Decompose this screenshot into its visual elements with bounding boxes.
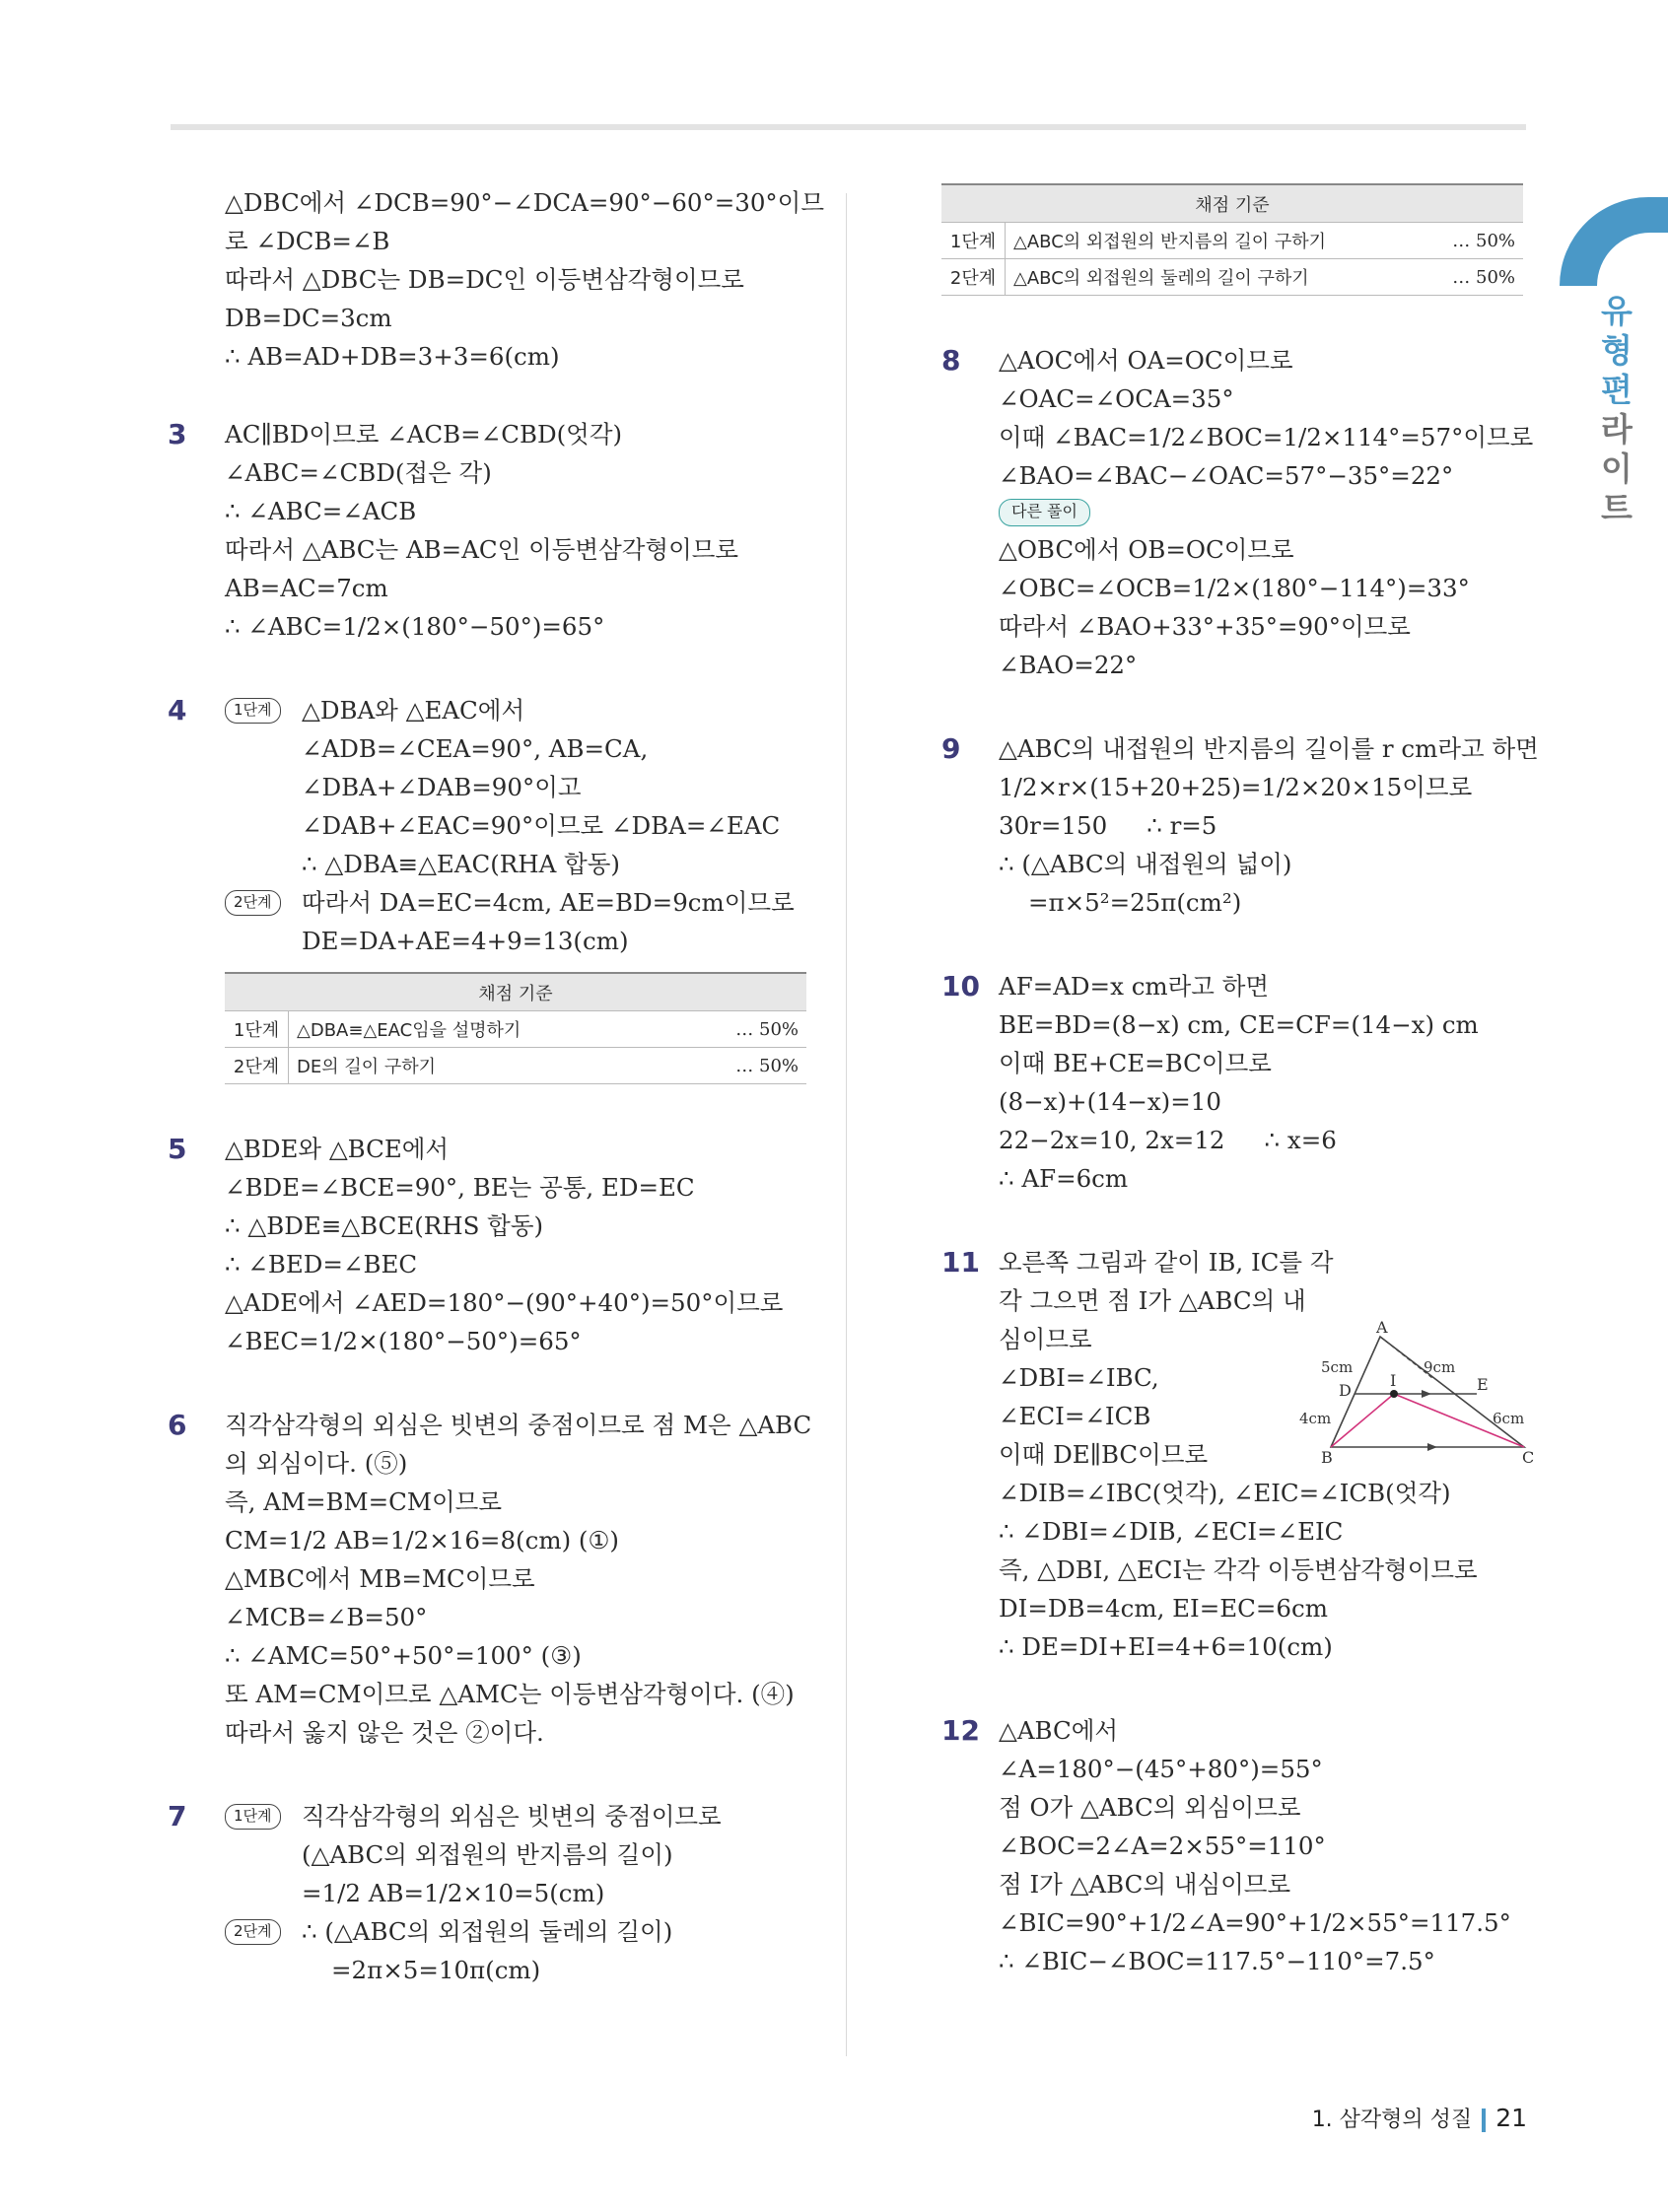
solution-line: ∠BOC=2∠A=2×55°=110° <box>999 1832 1326 1860</box>
solution-line: =1/2 AB=1/2×10=5(cm) <box>302 1879 605 1907</box>
side-tab-char: 라 <box>1601 410 1633 449</box>
problem-continued <box>168 183 825 376</box>
parallel-arrow <box>1422 1390 1431 1398</box>
solution-line: 즉, △DBI, △ECI는 각각 이등변삼각형이므로 <box>999 1555 1478 1584</box>
solution-line: ∠ABC=∠CBD(접은 각) <box>225 458 492 487</box>
length-label: 5cm <box>1321 1358 1354 1376</box>
grading-points: … 50% <box>702 1048 806 1084</box>
problem-number: 4 <box>168 694 187 726</box>
problem-number: 8 <box>941 344 961 377</box>
solution-line: AB=AC=7cm <box>225 574 388 602</box>
solution-line: ∠ADB=∠CEA=90°, AB=CA, <box>302 734 649 763</box>
solution-line <box>225 1912 808 1951</box>
solution-line: 직각삼각형의 외심은 빗변의 중점이므로 점 M은 △ABC <box>225 1411 812 1439</box>
incenter-point <box>1390 1390 1398 1398</box>
side-tab-char: 형 <box>1601 331 1633 370</box>
problem-number: 6 <box>168 1409 187 1441</box>
problem-number: 10 <box>941 970 980 1002</box>
solution-text: 30r=150 <box>999 811 1108 840</box>
grading-step: 1단계 <box>941 223 1006 259</box>
solution-line: DE=DA+AE=4+9=13(cm) <box>302 927 629 955</box>
solution-line: 점 O가 △ABC의 외심이므로 <box>999 1793 1301 1822</box>
solution-line: ∴ △DBA≡△EAC(RHA 합동) <box>302 850 620 878</box>
grading-header: 채점 기준 <box>225 973 806 1011</box>
solution-line: 로 ∠DCB=∠B <box>225 227 390 255</box>
problem-7 <box>168 1797 808 1989</box>
solution-line: 따라서 △ABC는 AB=AC인 이등변삼각형이므로 <box>225 535 739 564</box>
grading-table <box>941 183 1523 296</box>
solution-line: △ABC의 내접원의 반지름의 길이를 r cm라고 하면 <box>999 734 1539 763</box>
solution-text: ∴ r=5 <box>1147 811 1217 840</box>
solution-line: ∠A=180°−(45°+80°)=55° <box>999 1755 1323 1783</box>
parallel-arrow <box>1427 1443 1437 1451</box>
solution-line: 오른쪽 그림과 같이 IB, IC를 각 <box>999 1248 1334 1277</box>
left-column <box>168 183 825 2035</box>
solution-line: ∴ ∠ABC=1/2×(180°−50°)=65° <box>225 612 605 641</box>
problem-12 <box>941 1711 1533 1980</box>
solution-line <box>225 1797 808 1835</box>
grading-step: 2단계 <box>941 259 1006 296</box>
side-tab-char: 유 <box>1601 292 1633 330</box>
length-label: 9cm <box>1424 1358 1456 1376</box>
solution-line: △AOC에서 OA=OC이므로 <box>999 346 1293 375</box>
problem-number: 7 <box>168 1800 187 1832</box>
label-i: I <box>1390 1371 1397 1390</box>
solution-line <box>225 691 808 729</box>
solution-line: ∠BIC=90°+1/2∠A=90°+1/2×55°=117.5° <box>999 1908 1511 1937</box>
solution-line: (△ABC의 외접원의 반지름의 길이) <box>302 1840 673 1869</box>
solution-line: ∠BEC=1/2×(180°−50°)=65° <box>225 1327 582 1355</box>
problem-9 <box>941 729 1539 922</box>
solution-text: △DBA와 △EAC에서 <box>302 696 525 725</box>
solution-line <box>225 883 808 922</box>
solution-text: ∴ x=6 <box>1264 1126 1337 1154</box>
solution-line: DI=DB=4cm, EI=EC=6cm <box>999 1594 1328 1623</box>
solution-line: ∴ △BDE≡△BCE(RHS 합동) <box>225 1211 544 1240</box>
side-tab <box>1560 197 1668 532</box>
solution-line: 따라서 △DBC는 DB=DC인 이등변삼각형이므로 <box>225 265 744 294</box>
problem-number: 5 <box>168 1133 187 1165</box>
solution-line: ∴ DE=DI+EI=4+6=10(cm) <box>999 1632 1333 1661</box>
page-number: 21 <box>1495 2104 1527 2132</box>
chapter-title: 1. 삼각형의 성질 <box>1311 2108 1473 2132</box>
triangle-abc <box>1331 1337 1524 1447</box>
side-tab-arc <box>1560 197 1668 286</box>
grading-criterion: △DBA≡△EAC임을 설명하기 <box>289 1011 703 1048</box>
solution-text: 따라서 DA=EC=4cm, AE=BD=9cm이므로 <box>302 888 795 917</box>
label-d: D <box>1339 1381 1352 1400</box>
solution-line: 이때 ∠BAC=1/2∠BOC=1/2×114°=57°이므로 <box>999 423 1534 451</box>
problem-10 <box>941 967 1533 1198</box>
solution-text: ∴ (△ABC의 외접원의 둘레의 길이) <box>302 1917 673 1946</box>
problem-3 <box>168 415 808 646</box>
grading-criterion: △ABC의 외접원의 둘레의 길이 구하기 <box>1006 259 1420 296</box>
solution-line: BE=BD=(8−x) cm, CE=CF=(14−x) cm <box>999 1010 1479 1039</box>
solution-line: DB=DC=3cm <box>225 304 392 332</box>
step-badge: 2단계 <box>225 1919 281 1945</box>
solution-line: △ABC에서 <box>999 1716 1119 1745</box>
solution-line: ∴ AF=6cm <box>999 1164 1129 1193</box>
top-rule <box>171 124 1526 130</box>
solution-line: △DBC에서 ∠DCB=90°−∠DCA=90°−60°=30°이므 <box>225 188 825 217</box>
table-row <box>941 259 1523 296</box>
problem-5 <box>168 1130 808 1360</box>
solution-line: △BDE와 △BCE에서 <box>225 1135 450 1163</box>
problem-number: 3 <box>168 418 187 450</box>
length-label: 4cm <box>1299 1410 1332 1427</box>
problem-number: 12 <box>941 1714 980 1747</box>
column-divider <box>846 193 847 2056</box>
page-footer <box>1312 2103 1527 2133</box>
grading-criterion: △ABC의 외접원의 반지름의 길이 구하기 <box>1006 223 1420 259</box>
length-label: 6cm <box>1493 1410 1525 1427</box>
solution-line <box>999 1121 1533 1159</box>
solution-line: ∠BDE=∠BCE=90°, BE는 공통, ED=EC <box>225 1173 695 1202</box>
solution-line: 이때 DE∥BC이므로 <box>999 1440 1209 1469</box>
grading-table <box>225 972 806 1084</box>
solution-line: ∠BAO=22° <box>999 651 1138 679</box>
solution-line: ∴ ∠DBI=∠DIB, ∠ECI=∠EIC <box>999 1517 1344 1546</box>
solution-line: △MBC에서 MB=MC이므로 <box>225 1564 535 1593</box>
solution-line: ∠MCB=∠B=50° <box>225 1603 428 1631</box>
solution-line: CM=1/2 AB=1/2×16=8(cm) (①) <box>225 1526 619 1555</box>
solution-line: ∴ (△ABC의 내접원의 넓이) <box>999 850 1292 878</box>
triangle-figure <box>1299 1317 1536 1465</box>
solution-line: ∠DBI=∠IBC, <box>999 1363 1159 1392</box>
solution-line: 점 I가 △ABC의 내심이므로 <box>999 1870 1291 1899</box>
solution-line: 의 외심이다. (⑤) <box>225 1449 408 1478</box>
label-a: A <box>1376 1318 1388 1337</box>
label-b: B <box>1321 1448 1333 1465</box>
solution-line <box>999 806 1533 845</box>
solution-line: ∠DIB=∠IBC(엇각), ∠EIC=∠ICB(엇각) <box>999 1479 1451 1507</box>
solution-line: AF=AD=x cm라고 하면 <box>999 972 1270 1001</box>
segment-bi <box>1331 1394 1394 1447</box>
grading-points: … 50% <box>702 1011 806 1048</box>
solution-line: ∠ECI=∠ICB <box>999 1402 1151 1430</box>
problem-4 <box>168 691 808 1084</box>
side-tab-char: 편 <box>1601 371 1633 409</box>
solution-line: AC∥BD이므로 ∠ACB=∠CBD(엇각) <box>225 420 623 449</box>
problem-6 <box>168 1406 812 1752</box>
solution-line: ∴ ∠ABC=∠ACB <box>225 497 417 525</box>
grading-criterion: DE의 길이 구하기 <box>289 1048 703 1084</box>
solution-line: ∴ ∠BED=∠BEC <box>225 1250 418 1279</box>
solution-line: ∠BAO=∠BAC−∠OAC=57°−35°=22° <box>999 461 1454 490</box>
step-badge: 2단계 <box>225 890 281 916</box>
solution-line: ∴ ∠BIC−∠BOC=117.5°−110°=7.5° <box>999 1947 1435 1975</box>
solution-line: ∠DBA+∠DAB=90°이고 <box>302 773 582 801</box>
label-e: E <box>1477 1375 1489 1394</box>
solution-line: 각 그으면 점 I가 △ABC의 내 <box>999 1286 1306 1315</box>
problem-number: 11 <box>941 1246 980 1279</box>
problem-number: 9 <box>941 732 961 765</box>
solution-line: 따라서 옳지 않은 것은 ②이다. <box>225 1718 544 1747</box>
solution-line: △OBC에서 OB=OC이므로 <box>999 535 1294 564</box>
table-row <box>225 1011 806 1048</box>
solution-line: 즉, AM=BM=CM이므로 <box>225 1487 503 1516</box>
solution-text: 직각삼각형의 외심은 빗변의 중점이므로 <box>302 1802 722 1831</box>
grading-points: … 50% <box>1419 259 1523 296</box>
side-tab-char: 이 <box>1601 449 1633 488</box>
side-tab-label <box>1597 292 1636 528</box>
right-column <box>941 183 1539 2026</box>
solution-line: 또 AM=CM이므로 △AMC는 이등변삼각형이다. (④) <box>225 1680 795 1708</box>
solution-line: 1/2×r×(15+20+25)=1/2×20×15이므로 <box>999 773 1473 801</box>
solution-line: =π×5²=25π(cm²) <box>1028 888 1242 917</box>
grading-step: 2단계 <box>225 1048 289 1084</box>
solution-line: ∠OAC=∠OCA=35° <box>999 384 1234 413</box>
label-c: C <box>1522 1448 1535 1465</box>
grading-step: 1단계 <box>225 1011 289 1048</box>
step-badge: 1단계 <box>225 698 281 724</box>
footer-divider <box>1482 2108 1486 2132</box>
grading-points: … 50% <box>1419 223 1523 259</box>
table-row <box>941 223 1523 259</box>
alternative-solution-badge: 다른 풀이 <box>999 499 1090 526</box>
solution-line: ∴ ∠AMC=50°+50°=100° (③) <box>225 1641 582 1670</box>
side-tab-char: 트 <box>1601 489 1633 527</box>
solution-line: ∠DAB+∠EAC=90°이므로 ∠DBA=∠EAC <box>302 811 781 840</box>
solution-line: ∠OBC=∠OCB=1/2×(180°−114°)=33° <box>999 574 1470 602</box>
solution-line: △ADE에서 ∠AED=180°−(90°+40°)=50°이므로 <box>225 1288 784 1317</box>
step-badge: 1단계 <box>225 1804 281 1830</box>
solution-line: ∴ AB=AD+DB=3+3=6(cm) <box>225 342 560 371</box>
solution-text: 22−2x=10, 2x=12 <box>999 1126 1225 1154</box>
solution-line: =2π×5=10π(cm) <box>331 1956 541 1984</box>
table-row <box>225 1048 806 1084</box>
problem-8 <box>941 341 1533 684</box>
solution-line: 심이므로 <box>999 1325 1092 1353</box>
solution-line: (8−x)+(14−x)=10 <box>999 1087 1221 1116</box>
grading-header: 채점 기준 <box>941 184 1523 223</box>
solution-line: 따라서 ∠BAO+33°+35°=90°이므로 <box>999 612 1411 641</box>
solution-line: 이때 BE+CE=BC이므로 <box>999 1049 1272 1077</box>
